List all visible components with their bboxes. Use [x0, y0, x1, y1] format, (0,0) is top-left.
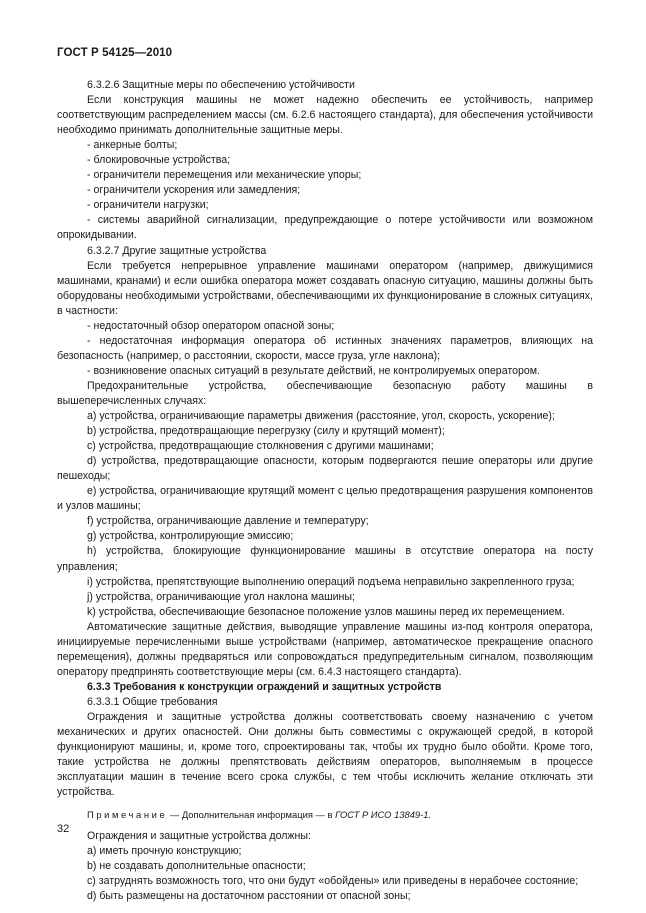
list-item: j) устройства, ограничивающие угол наклона машины;: [87, 590, 355, 603]
standard-header: ГОСТ Р 54125—2010: [57, 47, 173, 59]
list-item: g) устройства, контролирующие эмиссию;: [87, 530, 294, 543]
page-body: [57, 78, 593, 905]
list-item: e) устройства, ограничивающие крутящий момент с целью предотвращения разрушения компонентов и узлов машины;: [57, 485, 593, 513]
list-item: k) устройства, обеспечивающие безопасное положение узлов машины перед их перемещением.: [87, 605, 565, 618]
list-item: d) устройства, предотвращающие опасности, которым подвергаются пешие операторы или другие пешеходы;: [57, 455, 593, 483]
section-6-3-2-6-heading: 6.3.2.6 Защитные меры по обеспечению устойчивости: [87, 79, 355, 91]
automatic-actions-paragraph: Автоматические защитные действия, выводящие управление машины из-под контроля оператора, инициируемые перечисленными выше устройствами (например, автоматическое прекращение опасного перемещения), должны предваряться или сопровождаться предупредительным сигналом, позволяющим оператору предпринять соответствующие меры (см. 6.4.3 настоящего стандарта).: [57, 620, 593, 678]
note-reference: ГОСТ Р ИСО 13849-1.: [335, 809, 432, 821]
note-label: Примечание: [87, 809, 168, 821]
section-6-3-2-7-intro: Если требуется непрерывное управление машинами оператором (например, движущимися машинами, кранами) и если ошибка оператора может создавать опасную ситуацию, машины должны быть оборудованы необходимыми устройствами, обеспечивающими их функционирование в сложных ситуациях, в частности:: [57, 259, 593, 317]
list-item: b) не создавать дополнительные опасности;: [87, 860, 306, 873]
list-item: c) затруднять возможность того, что они будут «обойдены» или приведены в нерабочее состояние;: [87, 875, 579, 888]
section-6-3-2-6-intro: Если конструкция машины не может надежно обеспечить ее устойчивость, например соответствующим распределением массы (см. 6.2.6 настоящего стандарта), для обеспечения устойчивости необходимо принимать дополнительные защитные меры.: [57, 94, 593, 137]
page-number: 32: [57, 823, 70, 835]
list-item: - недостаточная информация оператора об истинных значениях параметров, влияющих на безопасность (например, о расстоянии, скорости, массе груза, угле наклона);: [57, 334, 593, 362]
list-item: i) устройства, препятствующие выполнению операций подъема неправильно закрепленного груза;: [87, 575, 575, 588]
list-item: - блокировочные устройства;: [87, 154, 231, 167]
list-item: d) быть размещены на достаточном расстоянии от опасной зоны;: [87, 890, 411, 903]
list-item: - ограничители нагрузки;: [87, 199, 209, 212]
list-item: h) устройства, блокирующие функционирование машины в отсутствие оператора на посту управления;: [57, 545, 593, 573]
list-item: - анкерные болты;: [87, 139, 178, 152]
general-requirements-paragraph: Ограждения и защитные устройства должны соответствовать своему назначению с учетом механических и других опасностей. Они должны быть совместимы с окружающей средой, в которой функционируют машины, и, кроме того, спроектированы так, чтобы их трудно было обойти. Кроме того, такие устройства не должны препятствовать действиям операторов, выполняемым в процессе эксплуатации машин в течение всего срока службы, с тем чтобы исключить желание отключать эти устройства.: [57, 710, 593, 799]
list-item: - ограничители перемещения или механические упоры;: [87, 169, 362, 182]
requirements-intro: Ограждения и защитные устройства должны:: [87, 830, 311, 843]
list-item: - системы аварийной сигнализации, предупреждающие о потере устойчивости или возможном опрокидывании.: [57, 214, 593, 242]
list-item: - недостаточный обзор оператором опасной зоны;: [87, 319, 335, 332]
list-item: f) устройства, ограничивающие давление и температуру;: [87, 515, 369, 528]
list-item: а) иметь прочную конструкцию;: [87, 845, 242, 858]
list-item: - возникновение опасных ситуаций в результате действий, не контролируемых оператором.: [87, 364, 540, 377]
protective-devices-intro: Предохранительные устройства, обеспечивающие безопасную работу машины в вышеперечисленных случаях:: [57, 379, 593, 407]
note-text: — Дополнительная информация — в: [167, 809, 336, 821]
list-item: а) устройства, ограничивающие параметры движения (расстояние, угол, скорость, ускорение);: [87, 410, 555, 423]
section-6-3-2-7-heading: 6.3.2.7 Другие защитные устройства: [87, 244, 267, 257]
list-item: b) устройства, предотвращающие перегрузку (силу и крутящий момент);: [87, 425, 445, 438]
note: [57, 807, 593, 822]
list-item: c) устройства, предотвращающие столкновения с другими машинами;: [87, 440, 434, 453]
section-6-3-3-heading: 6.3.3 Требования к конструкции ограждений и защитных устройств: [87, 680, 442, 693]
list-item: - ограничители ускорения или замедления;: [87, 184, 301, 197]
section-6-3-3-1-heading: 6.3.3.1 Общие требования: [87, 695, 218, 708]
